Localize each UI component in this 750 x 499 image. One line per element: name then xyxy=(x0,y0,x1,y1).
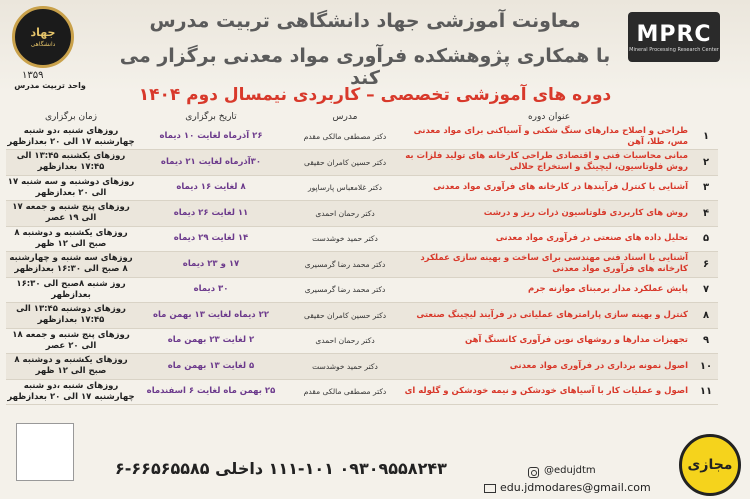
course-time: روزهای یکشنبه ۱۳:۴۵ الی ۱۷:۴۵ بعدازظهر xyxy=(6,150,136,176)
course-teacher: دکتر محمد رضا گرمسیری xyxy=(286,252,404,278)
jahad-logo xyxy=(12,6,74,68)
row-number: ۹ xyxy=(694,328,718,354)
course-time: روزهای دوشنبه و سه شنبه ۱۷ الی ۲۰ بعدازظهر xyxy=(6,175,136,201)
course-time: روز شنبه ۸صبح الی ۱۶:۳۰ بعدازظهر xyxy=(6,277,136,303)
instagram-handle[interactable]: @edujdtm xyxy=(544,465,596,476)
row-number: ۴ xyxy=(694,201,718,227)
row-number: ۱۱ xyxy=(694,379,718,405)
table-row xyxy=(6,175,718,201)
course-date: ۲۵ بهمن ماه لغایت ۶ اسفندماه xyxy=(136,379,286,405)
course-date: ۲ لغایت ۲۳ بهمن ماه xyxy=(136,328,286,354)
course-teacher: دکتر غلامعباس پارساپور xyxy=(286,175,404,201)
course-time: روزهای پنج شنبه و جمعه ۱۸ الی ۲۰ عصر xyxy=(6,328,136,354)
header-title-line2: با همکاری پژوهشکده فرآوری مواد معدنی برگزار می کند xyxy=(119,45,611,89)
course-teacher: دکتر مصطفی مالکی مقدم xyxy=(286,379,404,405)
header-title-line1: معاونت آموزشی جهاد دانشگاهی تربیت مدرس xyxy=(149,10,581,32)
table-row xyxy=(6,201,718,227)
course-time: روزهای یکشنبه و دوشنبه ۸ صبح الی ۱۲ ظهر xyxy=(6,226,136,252)
course-date: ۲۲ دیماه لغایت ۱۳ بهمن ماه xyxy=(136,303,286,329)
course-title: روش های کاربردی فلوتاسیون ذرات ریز و درشت xyxy=(404,201,694,227)
jahad-logo-year: ۱۳۵۹ xyxy=(22,70,44,81)
course-title: طراحی و اصلاح مدارهای سنگ شکنی و آسیاکنی برای مواد معدنی مس، طلا، آهن xyxy=(404,124,694,150)
table-row xyxy=(6,277,718,303)
email-address[interactable]: edu.jdmodares@gmail.com xyxy=(500,481,651,494)
qr-code xyxy=(16,423,74,481)
mprc-logo-subtext: Mineral Processing Research Center xyxy=(629,46,719,53)
row-number: ۱ xyxy=(694,124,718,150)
table-row xyxy=(6,379,718,405)
course-teacher: دکتر حسین کامران حقیقی xyxy=(286,303,404,329)
course-date: ۵ لغایت ۱۳ بهمن ماه xyxy=(136,354,286,380)
course-teacher: دکتر رحمان احمدی xyxy=(286,201,404,227)
row-number: ۲ xyxy=(694,150,718,176)
course-time: روزهای شنبه ،دو شنبه چهارشنبه ۱۷ الی ۲۰ بعدازظهر xyxy=(6,124,136,150)
table-row xyxy=(6,252,718,278)
mprc-logo-text: MPRC xyxy=(636,21,712,47)
header-date: تاریخ برگزاری xyxy=(185,112,237,122)
header-num xyxy=(694,110,718,124)
course-teacher: دکتر حسین کامران حقیقی xyxy=(286,150,404,176)
jahad-unit-label: واحد تربیت مدرس xyxy=(14,81,86,90)
course-title: پایش عملکرد مدار برمبنای موازنه جرم xyxy=(404,277,694,303)
course-title: اصول و عملیات کار با آسیاهای خودشکن و نیمه خودشکن و گلوله ای xyxy=(404,379,694,405)
course-date: ۲۶ آذرماه لغایت ۱۰ دیماه xyxy=(136,124,286,150)
course-title: مبانی محاسبات فنی و اقتصادی طراحی کارخانه های تولید فلزات به روش فلوتاسیون، لیچینگ و استخراج حلالی xyxy=(404,150,694,176)
header-title: عنوان دوره xyxy=(527,112,571,122)
row-number: ۳ xyxy=(694,175,718,201)
table-row xyxy=(6,328,718,354)
course-date: ۱۱ لغایت ۲۶ دیماه xyxy=(136,201,286,227)
course-title: تحلیل داده های صنعتی در فرآوری مواد معدنی xyxy=(404,226,694,252)
course-table xyxy=(6,110,718,405)
course-title: آشنایی با کنترل فرآیندها در کارخانه های فرآوری مواد معدنی xyxy=(404,175,694,201)
table-header-row xyxy=(6,110,718,124)
course-date: ۳۰ دیماه xyxy=(136,277,286,303)
table-row xyxy=(6,226,718,252)
course-time: روزهای سه شنبه و چهارشنبه ۸ صبح الی ۱۶:۳۰ بعدازظهر xyxy=(6,252,136,278)
row-number: ۸ xyxy=(694,303,718,329)
course-date: ۸ لغایت ۱۶ دیماه xyxy=(136,175,286,201)
course-time: روزهای یکشنبه و دوشنبه ۸ صبح الی ۱۲ ظهر xyxy=(6,354,136,380)
course-time: روزهای دوشنبه ۱۳:۴۵ الی ۱۷:۴۵ بعدازظهر xyxy=(6,303,136,329)
course-teacher: دکتر حمید خوشدست xyxy=(286,354,404,380)
virtual-badge: مجازی xyxy=(679,434,741,496)
course-date: ۳۰آذرماه لغایت ۲۱ دیماه xyxy=(136,150,286,176)
row-number: ۵ xyxy=(694,226,718,252)
course-title: اصول نمونه برداری در فرآوری مواد معدنی xyxy=(404,354,694,380)
course-time: روزهای پنج شنبه و جمعه ۱۷ الی ۱۹ عصر xyxy=(6,201,136,227)
jahad-logo-text: جهاد xyxy=(30,26,56,39)
mprc-logo xyxy=(628,12,720,62)
phone-numbers: ۰۹۳۰۹۵۵۸۲۴۳ ۱۱۱-۱۰۱ داخلی ۶۶۵۶۵۵۸۵-۶ xyxy=(115,459,447,478)
table-row xyxy=(6,124,718,150)
course-teacher: دکتر محمد رضا گرمسیری xyxy=(286,277,404,303)
table-row xyxy=(6,150,718,176)
course-title: کنترل و بهینه سازی پارامترهای عملیاتی در فرآیند لیچینگ صنعتی xyxy=(404,303,694,329)
course-date: ۱۴ لغایت ۲۹ دیماه xyxy=(136,226,286,252)
table-row xyxy=(6,354,718,380)
course-title: تجهیزات مدارها و روشهای نوین فرآوری کانسنگ آهن xyxy=(404,328,694,354)
course-teacher: دکتر مصطفی مالکی مقدم xyxy=(286,124,404,150)
row-number: ۷ xyxy=(694,277,718,303)
course-title: آشنایی با اسناد فنی مهندسی برای ساخت و بهینه سازی عملکرد کارخانه های فرآوری مواد معدنی xyxy=(404,252,694,278)
header-teacher: مدرس xyxy=(332,112,358,122)
course-teacher: دکتر حمید خوشدست xyxy=(286,226,404,252)
course-time: روزهای شنبه ،دو شنبه چهارشنبه ۱۷ الی ۲۰ بعدازظهر xyxy=(6,379,136,405)
course-date: ۱۷ و ۲۳ دیماه xyxy=(136,252,286,278)
jahad-logo-subtext: دانشگاهی xyxy=(30,41,56,48)
instagram-icon xyxy=(528,467,539,478)
header-time: زمان برگزاری xyxy=(45,112,97,122)
email-icon xyxy=(484,484,496,493)
row-number: ۶ xyxy=(694,252,718,278)
table-row xyxy=(6,303,718,329)
course-teacher: دکتر رحمان احمدی xyxy=(286,328,404,354)
row-number: ۱۰ xyxy=(694,354,718,380)
courses-subtitle: دوره های آموزشی تخصصی – کاربردی نیمسال دوم ۱۴۰۴ xyxy=(138,85,612,105)
